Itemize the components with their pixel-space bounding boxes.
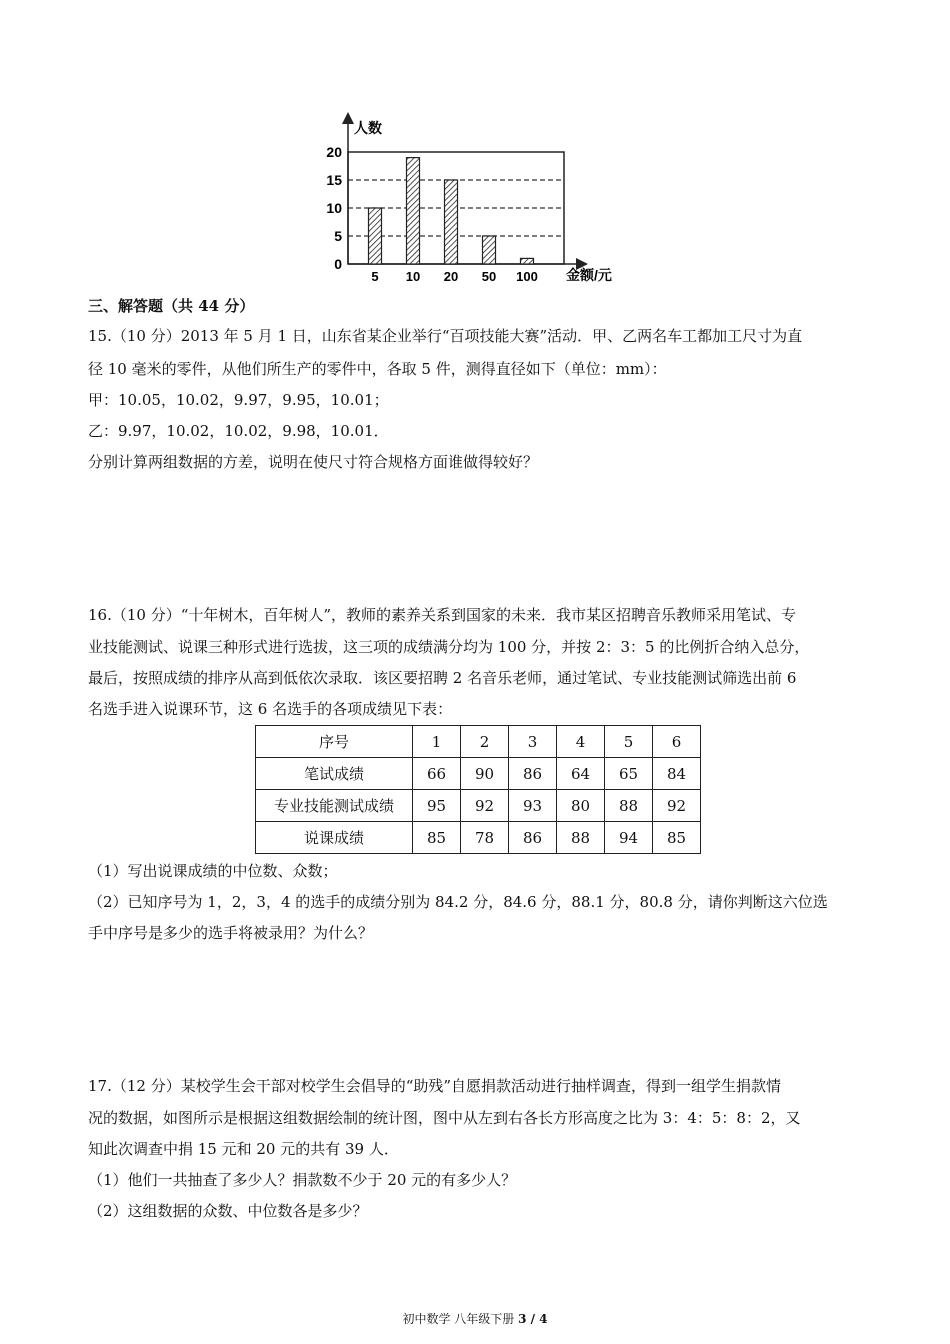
y-tick-label: 20	[326, 144, 342, 160]
q16-text-line: 业技能测试、说课三种形式进行选拔，这三项的成绩满分均为 100 分，并按 2：3：5 的比例折合纳入总分，	[88, 638, 810, 656]
x-axis-label: 金额/元	[566, 267, 612, 283]
y-tick-label: 5	[334, 228, 342, 244]
table-cell: 65	[605, 758, 653, 790]
bar	[407, 158, 420, 264]
table-cell: 78	[461, 822, 509, 854]
x-tick-label: 20	[443, 269, 459, 284]
q17-text-line: 17.（12 分）某校学生会干部对校学生会倡导的“助残”自愿捐款活动进行抽样调查，得到一组学生捐款情	[88, 1077, 782, 1095]
x-tick-label: 100	[516, 269, 538, 284]
bar	[483, 236, 496, 264]
y-tick-label: 0	[334, 256, 342, 272]
table-row	[256, 790, 701, 822]
bar	[521, 258, 534, 264]
table-header-cell: 5	[605, 726, 653, 758]
table-header-row	[256, 726, 701, 758]
x-tick-label: 5	[371, 269, 379, 284]
q15-data-jia: 甲：10.05，10.02，9.97，9.95，10.01；	[88, 391, 389, 409]
table-cell: 94	[605, 822, 653, 854]
q16-sub-question-2: （2）已知序号为 1，2，3，4 的选手的成绩分别为 84.2 分，84.6 分，88.1 分，80.8 分，请你判断这六位选	[88, 893, 828, 911]
table-row	[256, 822, 701, 854]
chart-bars	[369, 158, 534, 264]
table-row-label: 专业技能测试成绩	[256, 790, 413, 822]
y-tick-label: 10	[326, 200, 342, 216]
table-cell: 86	[509, 758, 557, 790]
q16-text-line: 16.（10 分）“十年树木，百年树人”，教师的素养关系到国家的未来．我市某区招聘音乐教师采用笔试、专	[88, 606, 797, 624]
table-header-cell: 2	[461, 726, 509, 758]
table-cell: 95	[413, 790, 461, 822]
page-footer	[0, 1310, 950, 1327]
q17-text-line: 况的数据，如图所示是根据这组数据绘制的统计图，图中从左到右各长方形高度之比为 3：4：5：8：2，又	[88, 1109, 801, 1127]
q17-sub-question-1: （1）他们一共抽查了多少人？捐款数不少于 20 元的有多少人？	[88, 1171, 517, 1189]
footer-text: 初中数学 八年级下册	[402, 1312, 519, 1326]
table-cell: 88	[557, 822, 605, 854]
x-tick-labels	[371, 269, 537, 284]
table-cell: 92	[461, 790, 509, 822]
q17-text-line: 知此次调查中捐 15 元和 20 元的共有 39 人．	[88, 1140, 399, 1158]
table-header-cell: 3	[509, 726, 557, 758]
table-cell: 80	[557, 790, 605, 822]
q16-sub-question-2-cont: 手中序号是多少的选手将被录用？为什么？	[88, 924, 374, 942]
bar	[369, 208, 382, 264]
q16-text-line: 最后，按照成绩的排序从高到低依次录取．该区要招聘 2 名音乐老师，通过笔试、专业技能测试筛选出前 6	[88, 669, 797, 687]
table-cell: 86	[509, 822, 557, 854]
q16-text-line: 名选手进入说课环节，这 6 名选手的各项成绩见下表：	[88, 700, 453, 718]
table-cell: 92	[653, 790, 701, 822]
table-row-label: 笔试成绩	[256, 758, 413, 790]
q15-question: 分别计算两组数据的方差，说明在使尺寸符合规格方面谁做得较好？	[88, 453, 539, 471]
q15-text-line: 15.（10 分）2013 年 5 月 1 日，山东省某企业举行“百项技能大赛”活动．甲、乙两名车工都加工尺寸为直	[88, 327, 803, 345]
table-cell: 85	[413, 822, 461, 854]
q16-sub-question-1: （1）写出说课成绩的中位数、众数；	[88, 862, 338, 880]
section-title: 三、解答题（共 44 分）	[88, 297, 255, 315]
table-header-cell: 1	[413, 726, 461, 758]
table-cell: 93	[509, 790, 557, 822]
table-cell: 64	[557, 758, 605, 790]
q15-text-line: 径 10 毫米的零件，从他们所生产的零件中，各取 5 件，测得直径如下（单位：mm）：	[88, 360, 667, 378]
table-cell: 90	[461, 758, 509, 790]
table-row	[256, 758, 701, 790]
table-cell: 88	[605, 790, 653, 822]
table-cell: 66	[413, 758, 461, 790]
y-axis-label: 人数	[354, 120, 382, 136]
table-header-cell: 序号	[256, 726, 413, 758]
y-tick-label: 15	[326, 172, 342, 188]
x-tick-label: 10	[405, 269, 421, 284]
table-header-cell: 6	[653, 726, 701, 758]
q17-sub-question-2: （2）这组数据的众数、中位数各是多少？	[88, 1202, 368, 1220]
q15-data-yi: 乙：9.97，10.02，10.02，9.98，10.01．	[88, 422, 389, 440]
table-cell: 85	[653, 822, 701, 854]
page-number: 3 / 4	[518, 1312, 548, 1326]
scores-table	[255, 725, 701, 854]
bar	[445, 180, 458, 264]
table-row-label: 说课成绩	[256, 822, 413, 854]
x-tick-label: 50	[481, 269, 497, 284]
y-tick-labels	[326, 144, 342, 272]
donation-bar-chart	[318, 112, 628, 290]
table-header-cell: 4	[557, 726, 605, 758]
table-cell: 84	[653, 758, 701, 790]
